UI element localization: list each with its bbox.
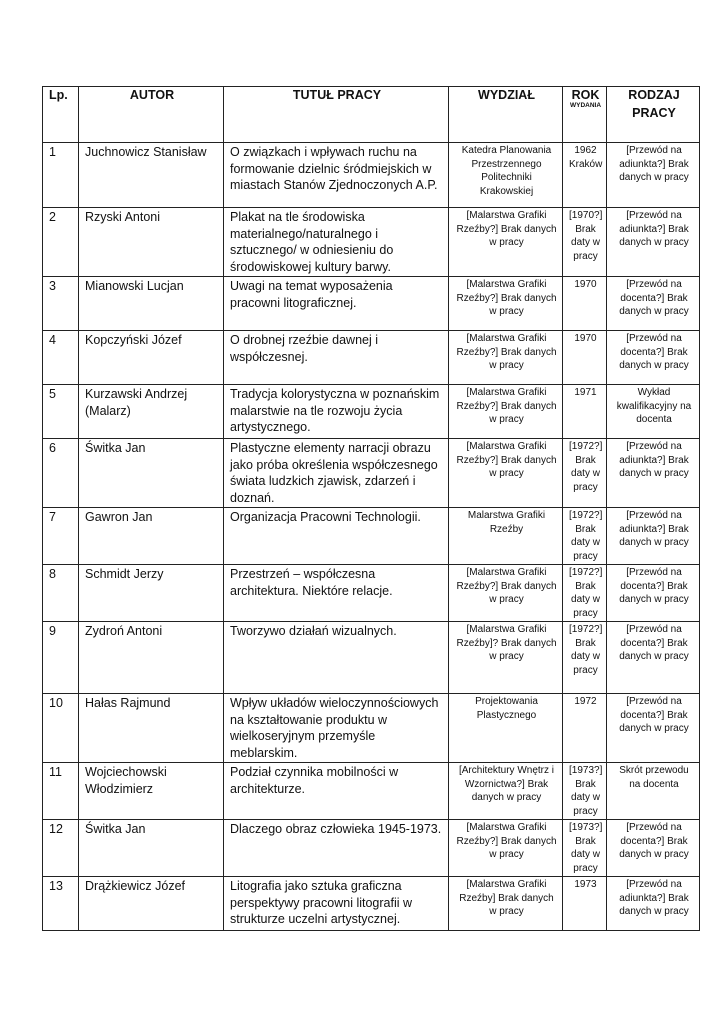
cell-dept: Malarstwa Grafiki Rzeźby [449,508,563,565]
cell-author: Gawron Jan [79,508,224,565]
cell-kind: [Przewód na adiunkta?] Brak danych w pracy [607,877,700,931]
cell-lp: 10 [43,694,79,763]
header-year-label: ROK [571,88,600,102]
cell-dept: [Malarstwa Grafiki Rzeźby?] Brak danych w pracy [449,565,563,622]
cell-author: Juchnowicz Stanisław [79,143,224,208]
header-year [563,87,607,143]
cell-title: Litografia jako sztuka graficzna perspektywy pracowni litografii w strukturze uczelni artystycznej. [224,877,449,931]
table-row [43,331,700,385]
cell-dept: [Architektury Wnętrz i Wzornictwa?] Brak danych w pracy [449,763,563,820]
header-year-sub: WYDANIA [569,102,602,109]
cell-title: Przestrzeń – współczesna architektura. Niektóre relacje. [224,565,449,622]
cell-year: 1973 [563,877,607,931]
cell-lp: 4 [43,331,79,385]
cell-year: [1972?] Brak daty w pracy [563,622,607,694]
header-kind-line1: RODZAJ [628,88,680,102]
cell-lp: 5 [43,385,79,439]
cell-lp: 6 [43,439,79,508]
cell-lp: 11 [43,763,79,820]
cell-lp: 8 [43,565,79,622]
cell-title: Tradycja kolorystyczna w poznańskim malarstwie na tle rozwoju życia artystycznego. [224,385,449,439]
header-row [43,87,700,143]
cell-kind: [Przewód na adiunkta?] Brak danych w pracy [607,439,700,508]
header-author: AUTOR [79,87,224,143]
cell-title: Plastyczne elementy narracji obrazu jako próba określenia współczesnego świata ludzkich zjawisk, zdarzeń i doznań. [224,439,449,508]
table-row [43,763,700,820]
header-title: TUTUŁ PRACY [224,87,449,143]
cell-year: [1970?] Brak daty w pracy [563,208,607,277]
table-row [43,277,700,331]
cell-year: 1962 Kraków [563,143,607,208]
cell-title: Dlaczego obraz człowieka 1945-1973. [224,820,449,877]
cell-lp: 9 [43,622,79,694]
cell-dept: [Malarstwa Grafiki Rzeźby?] Brak danych w pracy [449,439,563,508]
cell-author: Świtka Jan [79,439,224,508]
cell-kind: [Przewód na adiunkta?] Brak danych w pracy [607,208,700,277]
header-kind-line2: PRACY [632,106,676,120]
cell-dept: [Malarstwa Grafiki Rzeźby?] Brak danych w pracy [449,385,563,439]
table-row [43,439,700,508]
cell-kind: [Przewód na adiunkta?] Brak danych w pracy [607,143,700,208]
cell-author: Wojciechowski Włodzimierz [79,763,224,820]
works-table [42,86,700,931]
table-row [43,820,700,877]
cell-author: Świtka Jan [79,820,224,877]
cell-author: Hałas Rajmund [79,694,224,763]
cell-year: 1971 [563,385,607,439]
cell-kind: [Przewód na docenta?] Brak danych w pracy [607,331,700,385]
cell-lp: 3 [43,277,79,331]
cell-title: O drobnej rzeźbie dawnej i współczesnej. [224,331,449,385]
cell-year: [1972?] Brak daty w pracy [563,439,607,508]
cell-dept: [Malarstwa Grafiki Rzeźby?] Brak danych w pracy [449,820,563,877]
cell-kind: [Przewód na docenta?] Brak danych w pracy [607,565,700,622]
cell-title: Tworzywo działań wizualnych. [224,622,449,694]
table-row [43,143,700,208]
cell-kind: [Przewód na adiunkta?] Brak danych w pracy [607,508,700,565]
table-row [43,385,700,439]
cell-dept: [Malarstwa Grafiki Rzeźby]? Brak danych w pracy [449,622,563,694]
cell-title: Organizacja Pracowni Technologii. [224,508,449,565]
table-row [43,508,700,565]
cell-lp: 12 [43,820,79,877]
cell-author: Zydroń Antoni [79,622,224,694]
cell-author: Kurzawski Andrzej (Malarz) [79,385,224,439]
cell-author: Rzyski Antoni [79,208,224,277]
cell-year: [1973?] Brak daty w pracy [563,763,607,820]
cell-title: Plakat na tle środowiska materialnego/naturalnego i sztucznego/ w odniesieniu do środowiskowej kultury barwy. [224,208,449,277]
cell-title: Podział czynnika mobilności w architekturze. [224,763,449,820]
cell-kind: Skrót przewodu na docenta [607,763,700,820]
cell-kind: [Przewód na docenta?] Brak danych w pracy [607,694,700,763]
cell-year: [1973?] Brak daty w pracy [563,820,607,877]
cell-kind: [Przewód na docenta?] Brak danych w pracy [607,820,700,877]
cell-dept: Projektowania Plastycznego [449,694,563,763]
table-row [43,208,700,277]
cell-author: Mianowski Lucjan [79,277,224,331]
cell-kind: [Przewód na docenta?] Brak danych w pracy [607,622,700,694]
cell-year: 1970 [563,277,607,331]
table-row [43,694,700,763]
cell-year: [1972?] Brak daty w pracy [563,508,607,565]
cell-author: Drążkiewicz Józef [79,877,224,931]
cell-lp: 2 [43,208,79,277]
cell-year: 1972 [563,694,607,763]
cell-year: [1972?] Brak daty w pracy [563,565,607,622]
cell-lp: 1 [43,143,79,208]
cell-kind: Wykład kwalifikacyjny na docenta [607,385,700,439]
cell-title: Uwagi na temat wyposażenia pracowni litograficznej. [224,277,449,331]
table-row [43,622,700,694]
cell-lp: 7 [43,508,79,565]
cell-year: 1970 [563,331,607,385]
header-dept: WYDZIAŁ [449,87,563,143]
cell-lp: 13 [43,877,79,931]
cell-dept: Katedra Planowania Przestrzennego Politechniki Krakowskiej [449,143,563,208]
cell-title: Wpływ układów wieloczynnościowych na kształtowanie produktu w wielkoseryjnym przemyśle meblarskim. [224,694,449,763]
cell-author: Schmidt Jerzy [79,565,224,622]
cell-author: Kopczyński Józef [79,331,224,385]
cell-kind: [Przewód na docenta?] Brak danych w pracy [607,277,700,331]
header-kind [607,87,700,143]
cell-dept: [Malarstwa Grafiki Rzeźby] Brak danych w pracy [449,877,563,931]
cell-dept: [Malarstwa Grafiki Rzeźby?] Brak danych w pracy [449,208,563,277]
header-lp: Lp. [43,87,79,143]
table-row [43,565,700,622]
table-row [43,877,700,931]
cell-dept: [Malarstwa Grafiki Rzeźby?] Brak danych w pracy [449,277,563,331]
cell-title: O związkach i wpływach ruchu na formowanie dzielnic śródmiejskich w miastach Stanów Zjednoczonych A.P. [224,143,449,208]
cell-dept: [Malarstwa Grafiki Rzeźby?] Brak danych w pracy [449,331,563,385]
